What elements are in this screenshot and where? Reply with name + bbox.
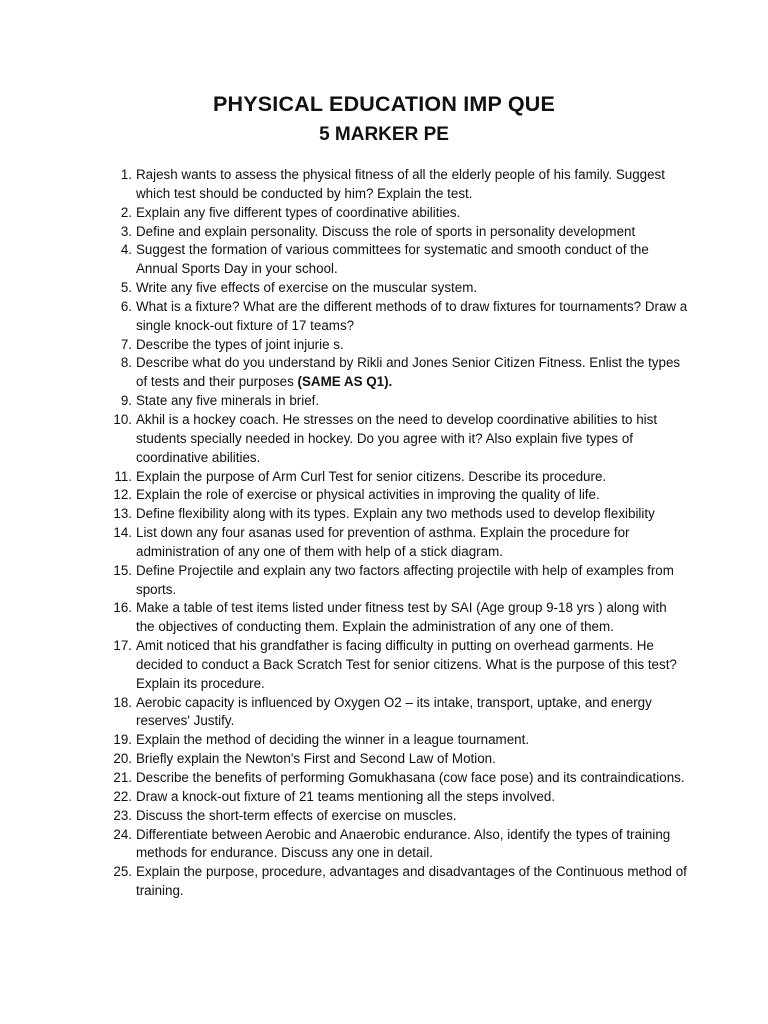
question-text-plain: Define flexibility along with its types. Explain any two methods used to develop flexibility — [136, 506, 655, 522]
question-item — [108, 807, 688, 826]
question-text-plain: Explain the role of exercise or physical activities in improving the quality of life. — [136, 487, 600, 503]
question-item — [108, 223, 688, 242]
question-item — [108, 863, 688, 901]
question-number: 15. — [113, 562, 132, 578]
question-text-plain: Define Projectile and explain any two factors affecting projectile with help of examples from sports. — [136, 562, 674, 597]
question-text-plain: Discuss the short-term effects of exercise on muscles. — [136, 807, 457, 823]
question-text — [136, 807, 688, 826]
question-text — [136, 166, 688, 204]
question-number: 25. — [113, 864, 132, 880]
question-list — [108, 166, 688, 901]
question-number: 8. — [120, 355, 132, 371]
question-item — [108, 694, 688, 732]
question-number: 18. — [113, 694, 132, 710]
question-text-plain: Explain the purpose of Arm Curl Test for senior citizens. Describe its procedure. — [136, 468, 607, 484]
question-text — [136, 505, 688, 524]
question-text — [136, 354, 688, 392]
question-item — [108, 599, 688, 637]
question-number: 11. — [114, 468, 132, 484]
question-text — [136, 468, 688, 487]
question-text-plain: Describe the types of joint injurie s. — [136, 336, 344, 352]
question-text-plain: Aerobic capacity is influenced by Oxygen O2 – its intake, transport, uptake, and energy reserves' Justify. — [136, 694, 652, 729]
question-text — [136, 392, 688, 411]
question-number: 5. — [120, 280, 132, 296]
question-item — [108, 354, 688, 392]
question-text-plain: Explain the method of deciding the winner in a league tournament. — [136, 732, 530, 748]
question-item — [108, 562, 688, 600]
question-item — [108, 486, 688, 505]
question-item — [108, 769, 688, 788]
question-number: 22. — [113, 788, 132, 804]
question-item — [108, 750, 688, 769]
question-number: 12. — [113, 487, 132, 503]
question-text — [136, 750, 688, 769]
question-number: 9. — [120, 393, 132, 409]
question-text-plain: Explain the purpose, procedure, advantages and disadvantages of the Continuous method of training. — [136, 864, 687, 899]
question-text-plain: Describe what do you understand by Rikli and Jones Senior Citizen Fitness. Enlist the types of tests and their purposes — [136, 355, 681, 390]
question-item — [108, 468, 688, 487]
question-text-plain: What is a fixture? What are the different methods of to draw fixtures for tournaments? Draw a single knock-out fixture of 17 teams? — [136, 298, 688, 333]
question-number: 19. — [113, 732, 132, 748]
question-number: 10. — [113, 411, 132, 427]
question-item — [108, 826, 688, 864]
question-text-plain: Suggest the formation of various committees for systematic and smooth conduct of the Annual Sports Day in your school. — [136, 242, 649, 277]
question-item — [108, 524, 688, 562]
question-item — [108, 241, 688, 279]
question-text — [136, 599, 688, 637]
question-text-plain: List down any four asanas used for prevention of asthma. Explain the procedure for administration of any one of them with help of a stick diagram. — [136, 525, 630, 559]
question-item — [108, 336, 688, 355]
question-item — [108, 411, 688, 468]
question-text-emphasis: (SAME AS Q1). — [297, 374, 393, 390]
question-text — [136, 411, 688, 468]
question-text-plain: Define and explain personality. Discuss the role of sports in personality development — [136, 223, 636, 239]
question-item — [108, 788, 688, 807]
question-text — [136, 863, 688, 901]
question-text — [136, 769, 688, 788]
question-item — [108, 298, 688, 336]
question-number: 24. — [113, 826, 132, 842]
question-number: 7. — [120, 336, 132, 352]
question-number: 13. — [113, 506, 132, 522]
question-number: 21. — [113, 770, 132, 785]
question-text-plain: Describe the benefits of performing Gomukhasana (cow face pose) and its contraindications. — [136, 770, 685, 785]
question-text — [136, 788, 688, 807]
question-text — [136, 731, 688, 750]
question-number: 17. — [113, 638, 132, 654]
question-text-plain: Make a table of test items listed under fitness test by SAI (Age group 9-18 yrs ) along with the objectives of conducting them. Explain the administration of any one of them. — [136, 600, 667, 635]
question-number: 3. — [120, 223, 132, 239]
question-text-plain: Draw a knock-out fixture of 21 teams mentioning all the steps involved. — [136, 788, 556, 804]
question-text — [136, 694, 688, 732]
question-text-plain: Amit noticed that his grandfather is facing difficulty in putting on overhead garments. He decided to conduct a Back Scratch Test for senior citizens. What is the purpose of this test? Explain its procedure. — [136, 638, 677, 691]
question-item — [108, 166, 688, 204]
question-text-plain: Akhil is a hockey coach. He stresses on the need to develop coordinative abilities to hist students specially needed in hockey. Do you agree with it? Also explain five types of coordinative abilities. — [136, 411, 658, 465]
question-text-plain: Write any five effects of exercise on the muscular system. — [136, 280, 478, 296]
question-text-plain: State any five minerals in brief. — [136, 393, 320, 409]
question-number: 23. — [113, 807, 132, 823]
question-text — [136, 204, 688, 223]
question-text — [136, 826, 688, 864]
question-text-plain: Rajesh wants to assess the physical fitness of all the elderly people of his family. Suggest which test should be conducted by him? Explain the test. — [136, 167, 665, 201]
question-text-plain: Briefly explain the Newton's First and Second Law of Motion. — [136, 751, 496, 767]
question-text — [136, 279, 688, 298]
question-number: 4. — [120, 242, 132, 258]
question-number: 16. — [113, 600, 132, 616]
question-text — [136, 486, 688, 505]
question-item — [108, 204, 688, 223]
page-subtitle: 5 MARKER PE — [319, 124, 449, 145]
question-text — [136, 241, 688, 279]
question-number: 14. — [113, 525, 132, 541]
question-text — [136, 637, 688, 694]
question-item — [108, 392, 688, 411]
question-number: 1. — [120, 167, 132, 182]
question-item — [108, 731, 688, 750]
question-number: 20. — [113, 751, 132, 767]
question-item — [108, 637, 688, 694]
question-text — [136, 562, 688, 600]
page-title: PHYSICAL EDUCATION IMP QUE — [212, 92, 556, 116]
question-number: 2. — [120, 204, 132, 220]
question-text — [136, 524, 688, 562]
question-text — [136, 298, 688, 336]
question-number: 6. — [120, 298, 132, 314]
question-item — [108, 279, 688, 298]
question-text-plain: Explain any five different types of coordinative abilities. — [136, 204, 461, 220]
question-text-plain: Differentiate between Aerobic and Anaerobic endurance. Also, identify the types of training methods for endurance. Discuss any one in detail. — [136, 826, 671, 861]
question-text — [136, 223, 688, 242]
question-text — [136, 336, 688, 355]
question-item — [108, 505, 688, 524]
